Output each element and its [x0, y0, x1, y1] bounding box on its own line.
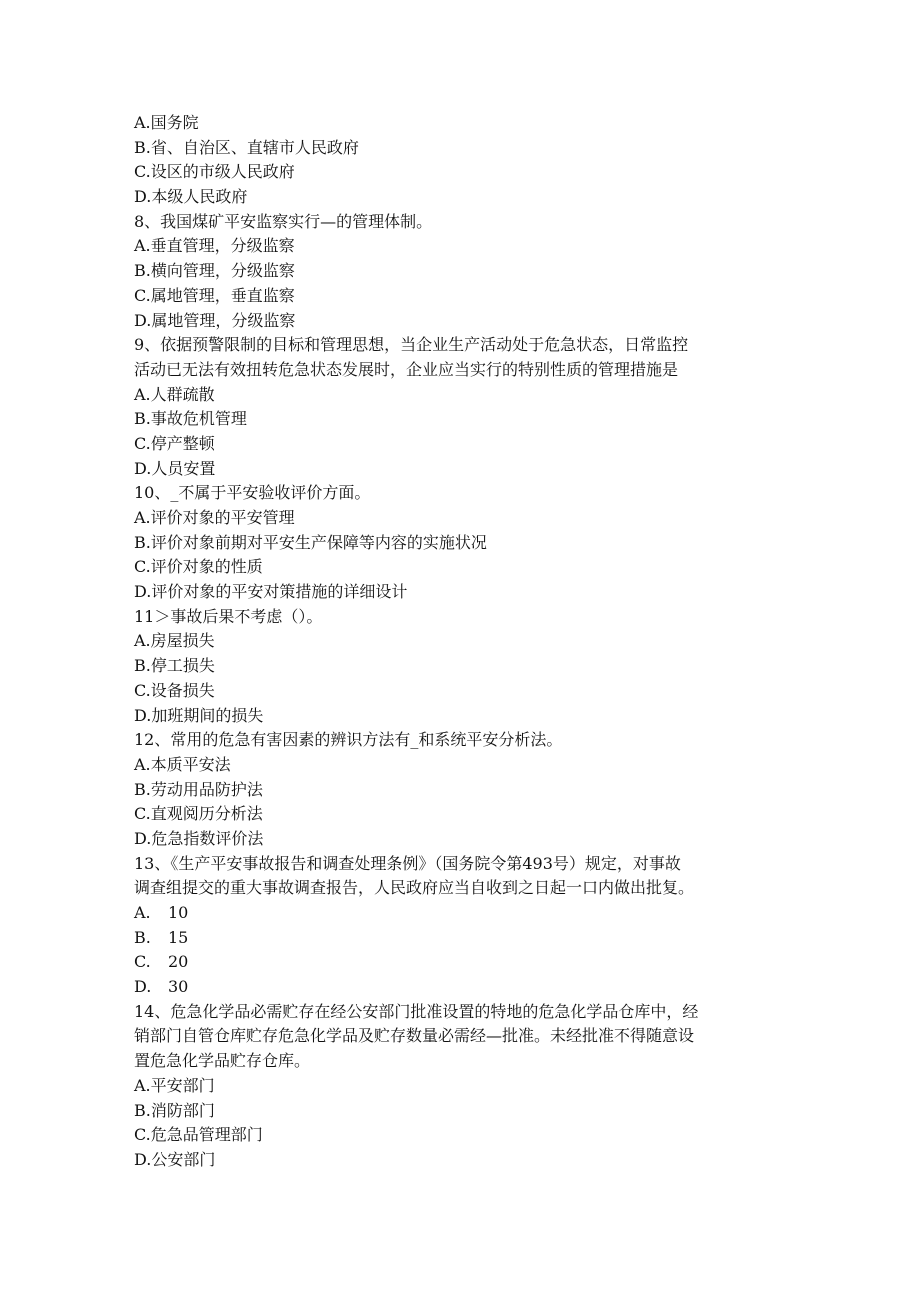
option-10b: B.评价对象前期对平安生产保障等内容的实施状况: [134, 532, 487, 552]
question-12: [134, 728, 794, 851]
option-7a: A.国务院: [134, 113, 199, 132]
option-12b: B.劳动用品防护法: [134, 779, 263, 799]
option-12c: C.直观阅历分析法: [134, 804, 263, 824]
option-14d: D.公安部门: [134, 1149, 216, 1169]
question-12-stem: 12、常用的危急有害因素的辨识方法有_和系统平安分析法。: [134, 730, 563, 750]
question-14-stem-line-2: 销部门自管仓库贮存危急化学品及贮存数量必需经—批准。未经批准不得随意设: [134, 1026, 695, 1046]
question-10-stem: 10、_不属于平安验收评价方面。: [134, 483, 371, 503]
option-13c-label: C.: [134, 952, 151, 972]
option-8d: D.属地管理，分级监察: [134, 310, 296, 330]
question-14-stem-line-3: 置危急化学品贮存仓库。: [134, 1051, 311, 1071]
option-8a: A.垂直管理，分级监察: [134, 236, 295, 256]
option-13a-value: 10: [168, 903, 189, 922]
option-13c-value: 20: [168, 952, 189, 972]
option-8b: B.横向管理，分级监察: [134, 261, 295, 281]
option-13a: [134, 901, 794, 926]
question-11-stem: 11＞事故后果不考虑（）。: [134, 606, 323, 626]
option-10a: A.评价对象的平安管理: [134, 508, 295, 527]
question-13-stem-line-2: 调查组提交的重大事故调查报告，人民政府应当自收到之日起一口内做出批复。: [134, 878, 695, 898]
option-13d: [134, 975, 794, 1000]
question-13-stem-line-1: 13、《生产平安事故报告和调查处理条例》（国务院令第493号）规定，对事故: [134, 853, 681, 873]
option-9c: C.停产整顿: [134, 433, 215, 453]
option-13b-label: B.: [134, 927, 151, 947]
option-13a-label: A.: [134, 903, 151, 922]
question-13: [134, 852, 794, 1000]
option-11d: D.加班期间的损失: [134, 705, 264, 725]
option-13d-label: D.: [134, 977, 152, 997]
option-9d: D.人员安置: [134, 458, 216, 478]
option-13b: [134, 926, 794, 951]
question-10: [134, 481, 794, 604]
question-14: [134, 1000, 794, 1173]
option-10d: D.评价对象的平安对策措施的详细设计: [134, 582, 408, 602]
option-8c: C.属地管理，垂直监察: [134, 285, 295, 305]
option-13d-value: 30: [168, 977, 189, 997]
option-14a: A.平安部门: [134, 1075, 215, 1095]
option-12a: A.本质平安法: [134, 754, 231, 774]
question-7-options: [134, 111, 794, 210]
option-14b: B.消防部门: [134, 1100, 215, 1120]
option-13c: [134, 950, 794, 975]
option-11c: C.设备损失: [134, 680, 215, 700]
option-7d: D.本级人民政府: [134, 187, 248, 207]
option-7c: C.设区的市级人民政府: [134, 162, 295, 182]
option-13b-value: 15: [168, 927, 189, 947]
option-12d: D.危急指数评价法: [134, 828, 264, 848]
question-8-stem: 8、我国煤矿平安监察实行—的管理体制。: [134, 211, 433, 231]
question-9-stem-line-1: 9、依据预警限制的目标和管理思想，当企业生产活动处于危急状态，日常监控: [134, 335, 689, 355]
option-11a: A.房屋损失: [134, 631, 215, 651]
option-11b: B.停工损失: [134, 656, 215, 676]
question-11: [134, 605, 794, 728]
option-14c: C.危急品管理部门: [134, 1125, 263, 1145]
question-14-stem-line-1: 14、危急化学品必需贮存在经公安部门批准设置的特地的危急化学品仓库中，经: [134, 1001, 699, 1021]
option-7b: B.省、自治区、直辖市人民政府: [134, 137, 359, 157]
option-9a: A.人群疏散: [134, 384, 215, 404]
question-9: [134, 333, 794, 481]
option-9b: B.事故危机管理: [134, 409, 247, 429]
question-9-stem-line-2: 活动已无法有效扭转危急状态发展时，企业应当实行的特别性质的管理措施是: [134, 359, 679, 379]
question-8: [134, 210, 794, 333]
document-body: [134, 111, 794, 1173]
option-10c: C.评价对象的性质: [134, 557, 263, 577]
